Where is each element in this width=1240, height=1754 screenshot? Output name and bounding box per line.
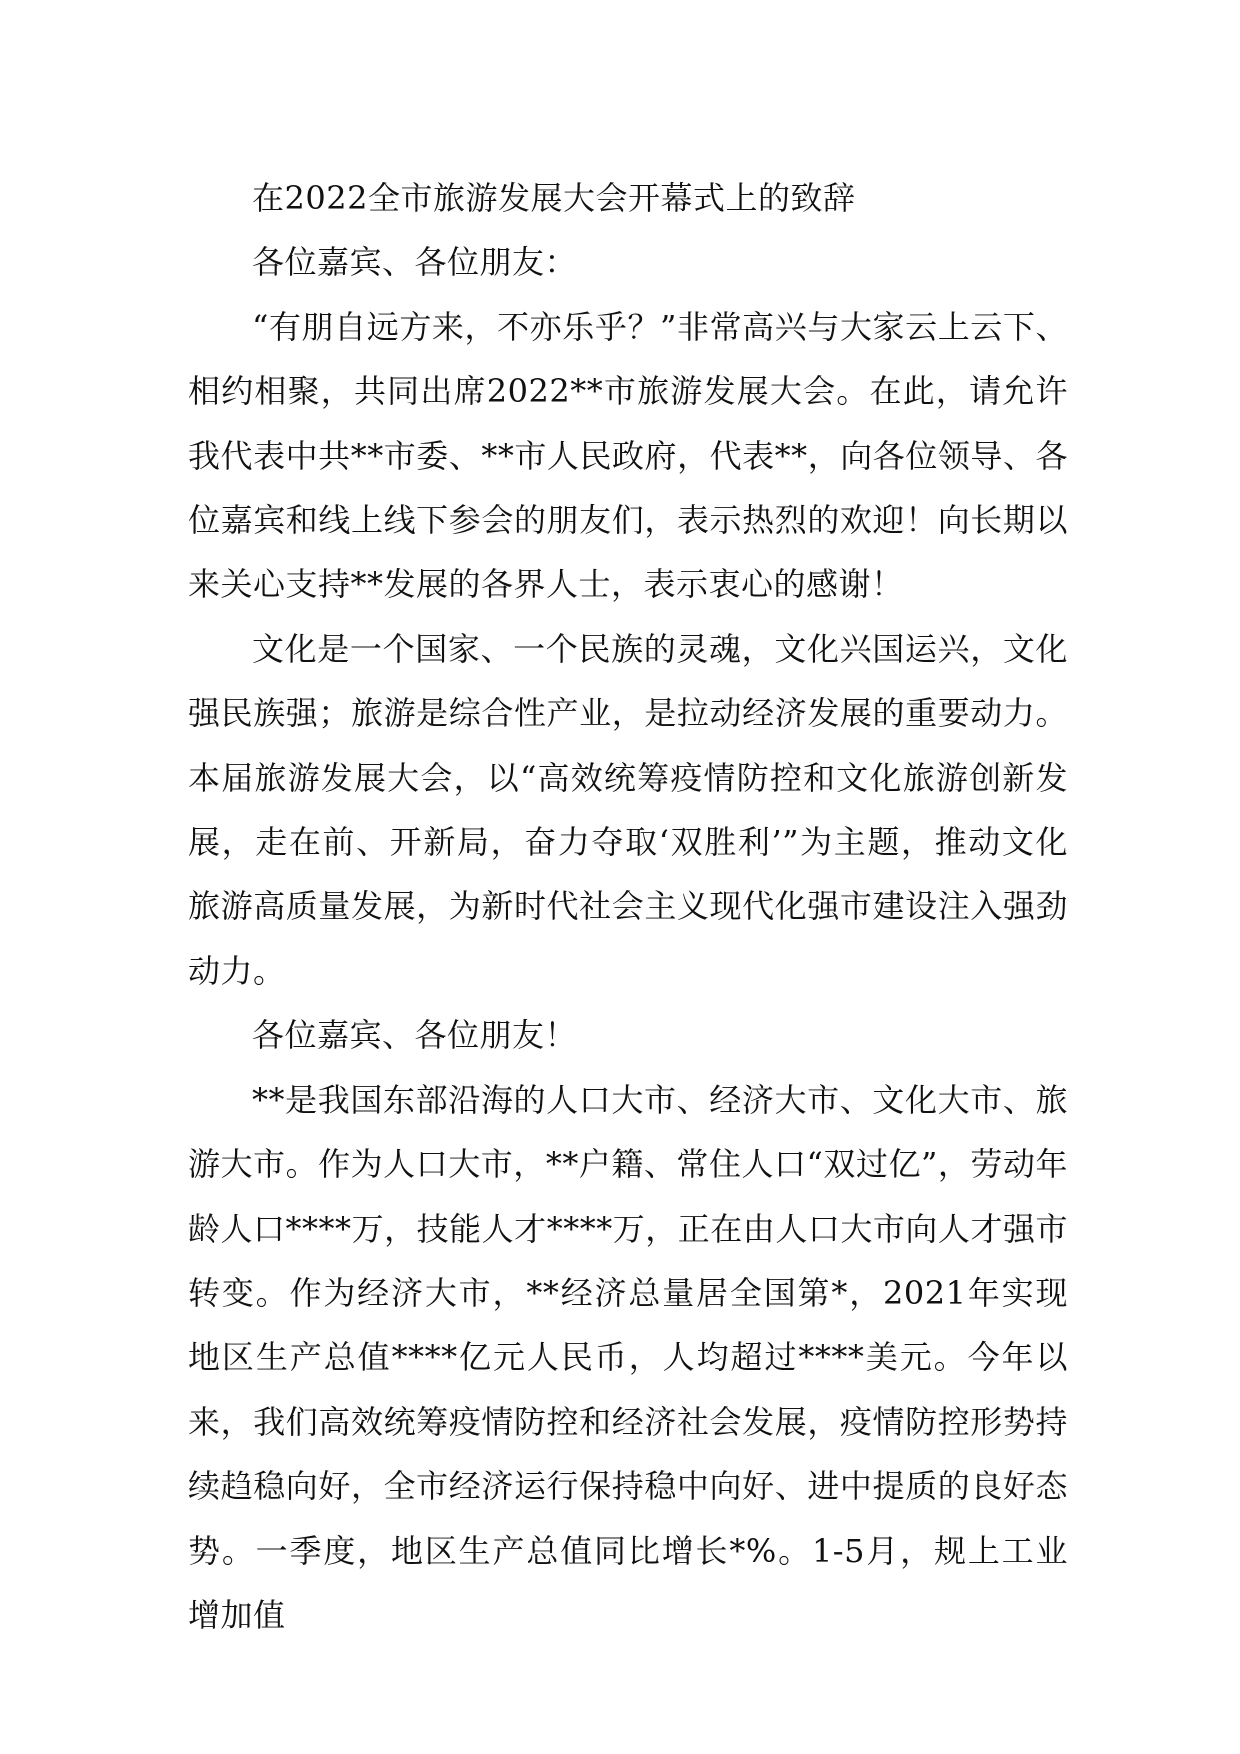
salutation-paragraph: 各位嘉宾、各位朋友： <box>252 243 578 282</box>
city-overview-paragraph: **是我国东部沿海的人口大市、经济大市、文化大市、旅游大市。作为人口大市，**户籍、常住人口“双过亿”，劳动年龄人口****万，技能人才****万，正在由人口大市向人才强市转变。作为经济大市，**经济总量居全国第*，2021年实现地区生产总值****亿元人民币，人均超过****美元。今年以来，我们高效统筹疫情防控和经济社会发展，疫情防控形势持续趋稳向好，全市经济运行保持稳中向好、进中提质的良好态势。一季度，地区生产总值同比增长*%。1-5月，规上工业增加值 <box>188 1080 1068 1634</box>
document-body <box>188 166 1068 1647</box>
culture-tourism-paragraph: 文化是一个国家、一个民族的灵魂，文化兴国运兴，文化强民族强；旅游是综合性产业，是拉动经济发展的重要动力。本届旅游发展大会，以“高效统筹疫情防控和文化旅游创新发展，走在前、开新局，奋力夺取‘双胜利’”为主题，推动文化旅游高质量发展，为新时代社会主义现代化强市建设注入强劲动力。 <box>188 629 1068 990</box>
welcome-paragraph: “有朋自远方来，不亦乐乎？”非常高兴与大家云上云下、相约相聚，共同出席2022**市旅游发展大会。在此，请允许我代表中共**市委、**市人民政府，代表**，向各位领导、各位嘉宾和线上线下参会的朋友们，表示热烈的欢迎！向长期以来关心支持**发展的各界人士，表示衷心的感谢！ <box>188 307 1068 604</box>
second-salutation-paragraph: 各位嘉宾、各位朋友！ <box>252 1016 578 1055</box>
speech-title: 在2022全市旅游发展大会开幕式上的致辞 <box>252 179 856 217</box>
